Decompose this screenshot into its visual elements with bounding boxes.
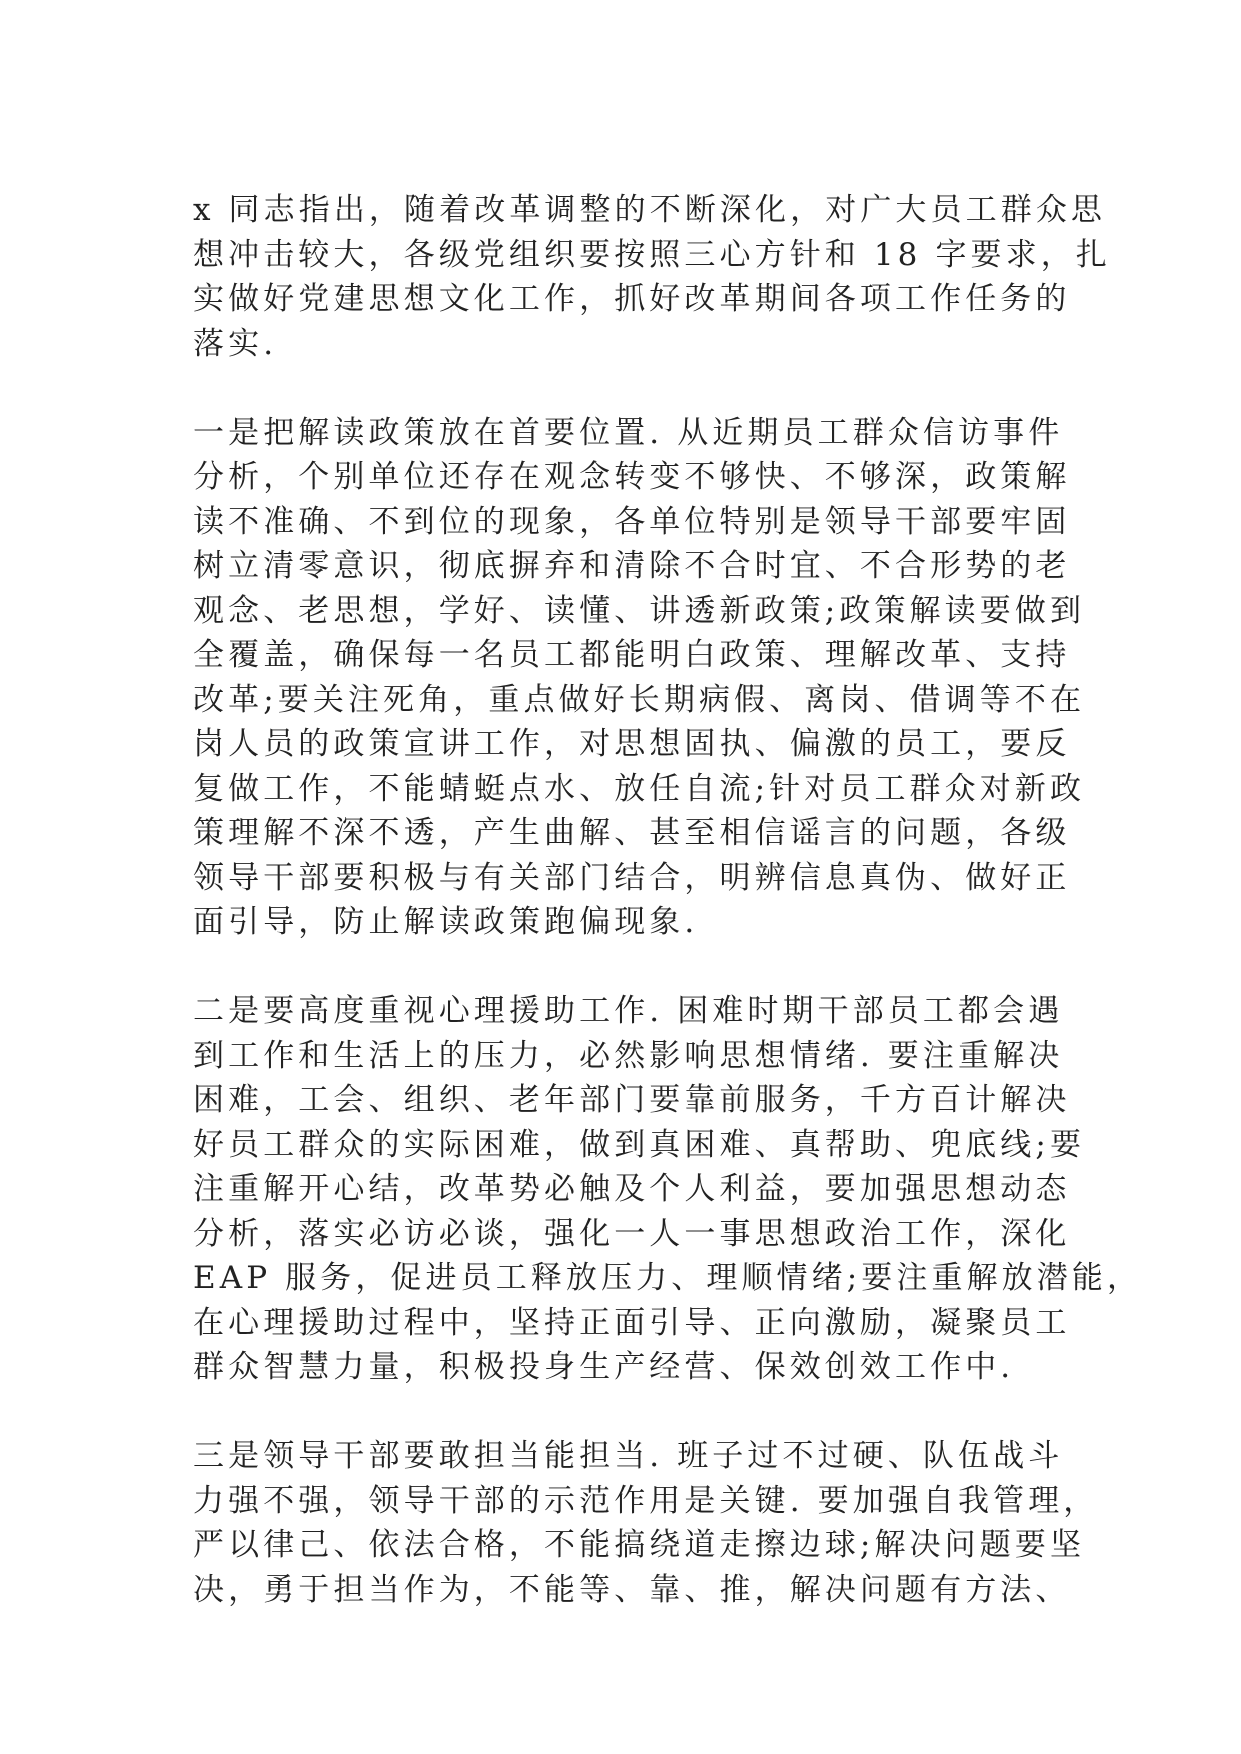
document-body <box>193 188 1143 1657</box>
text-line: 好员工群众的实际困难，做到真困难、真帮助、兜底线;要 <box>193 1126 1086 1163</box>
text-line: 落实. <box>193 325 278 362</box>
text-line: 分析，落实必访必谈，强化一人一事思想政治工作，深化 <box>193 1215 1071 1252</box>
text-line: 一是把解读政策放在首要位置. 从近期员工群众信访事件 <box>193 414 1064 451</box>
text-line: EAP 服务，促进员工释放压力、理顺情绪;要注重解放潜能， <box>193 1260 1143 1296</box>
text-line: 复做工作，不能蜻蜓点水、放任自流;针对员工群众对新政 <box>193 770 1086 807</box>
text-line: 二是要高度重视心理援助工作. 困难时期干部员工都会遇 <box>193 993 1064 1029</box>
text-line: 读不准确、不到位的现象，各单位特别是领导干部要牢固 <box>193 503 1071 540</box>
text-line: x 同志指出，随着改革调整的不断深化，对广大员工群众思 <box>193 192 1107 228</box>
text-line: 策理解不深不透，产生曲解、甚至相信谣言的问题，各级 <box>193 815 1071 851</box>
text-line: 三是领导干部要敢担当能担当. 班子过不过硬、队伍战斗 <box>193 1438 1064 1474</box>
text-line: 树立清零意识，彻底摒弃和清除不合时宜、不合形势的老 <box>193 548 1071 584</box>
text-line: 实做好党建思想文化工作，抓好改革期间各项工作任务的 <box>193 281 1071 317</box>
text-line: 分析，个别单位还存在观念转变不够快、不够深，政策解 <box>193 459 1071 495</box>
paragraph-policy-interpretation <box>193 411 1086 945</box>
text-line: 严以律己、依法合格，不能搞绕道走擦边球;解决问题要坚 <box>193 1527 1086 1563</box>
text-line: 在心理援助过程中，坚持正面引导、正向激励，凝聚员工 <box>193 1304 1071 1341</box>
text-line: 到工作和生活上的压力，必然影响思想情绪. 要注重解决 <box>193 1037 1064 1074</box>
text-line: 面引导，防止解读政策跑偏现象. <box>193 904 699 940</box>
text-line: 决，勇于担当作为，不能等、靠、推，解决问题有方法、 <box>193 1571 1071 1608</box>
text-line: 群众智慧力量，积极投身生产经营、保效创效工作中. <box>193 1349 1015 1385</box>
text-line: 领导干部要积极与有关部门结合，明辨信息真伪、做好正 <box>193 859 1071 896</box>
text-line: 观念、老思想，学好、读懂、讲透新政策;政策解读要做到 <box>193 592 1086 629</box>
paragraph-intro <box>193 188 1111 366</box>
text-line: 想冲击较大，各级党组织要按照三心方针和 18 字要求，扎 <box>193 236 1111 273</box>
text-line: 岗人员的政策宣讲工作，对思想固执、偏激的员工，要反 <box>193 726 1071 762</box>
text-line: 全覆盖，确保每一名员工都能明白政策、理解改革、支持 <box>193 637 1071 673</box>
text-line: 改革;要关注死角，重点做好长期病假、离岗、借调等不在 <box>193 681 1086 718</box>
paragraph-leadership-responsibility <box>193 1434 1099 1612</box>
text-line: 力强不强，领导干部的示范作用是关键. 要加强自我管理， <box>193 1482 1099 1519</box>
paragraph-psychological-assistance <box>193 989 1143 1390</box>
text-line: 困难，工会、组织、老年部门要靠前服务，千方百计解决 <box>193 1082 1071 1118</box>
text-line: 注重解开心结，改革势必触及个人利益，要加强思想动态 <box>193 1171 1071 1207</box>
